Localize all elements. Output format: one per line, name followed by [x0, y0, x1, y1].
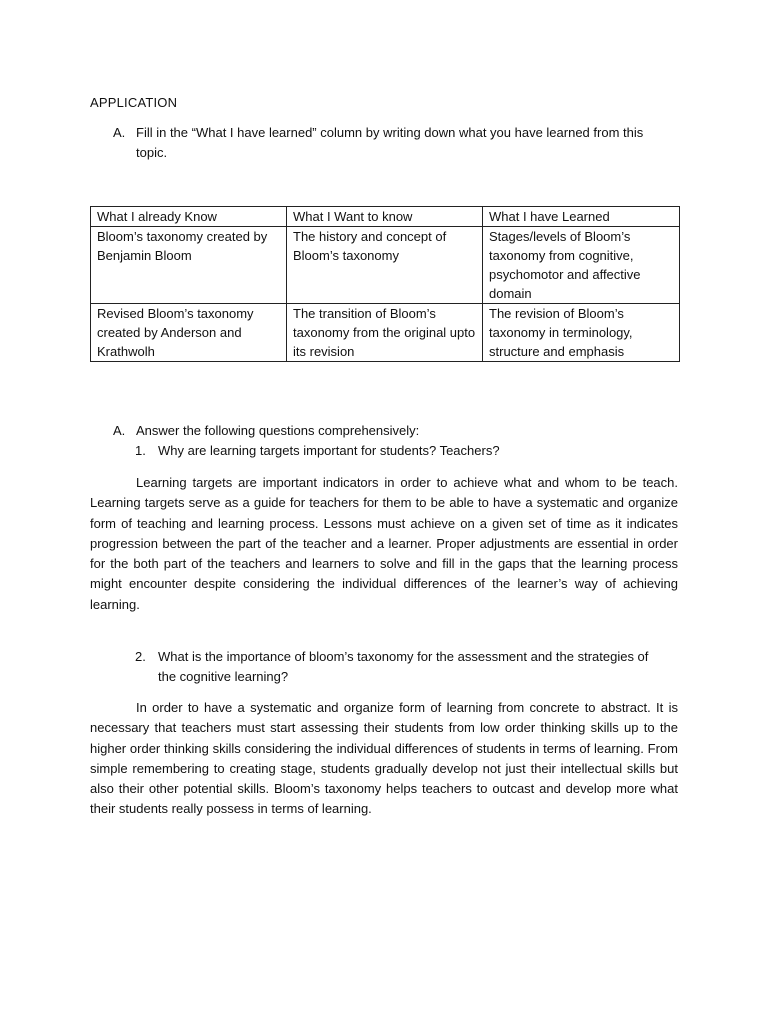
table-cell: Revised Bloom’s taxonomy created by Anderson and Krathwolh [91, 304, 287, 362]
table-cell: The history and concept of Bloom’s taxonomy [287, 227, 483, 304]
table-row [91, 227, 680, 304]
question-number: 1. [135, 443, 146, 458]
instruction-text: Fill in the “What I have learned” column by writing down what you have learned from this topic. [136, 125, 644, 160]
question-1 [135, 441, 670, 461]
question-text: Why are learning targets important for students? Teachers? [158, 443, 500, 458]
header-know: What I already Know [91, 207, 287, 227]
answer-2-paragraph: In order to have a systematic and organize form of learning from concrete to abstract. It is necessary that teachers must start assessing their students from low order thinking skills up to the higher order thinking skills considering the individual differences of students in terms of learning. From simple remembering to creating stage, students gradually develop not just their intellectual skills but also their other potential skills. Bloom’s taxonomy helps teachers to outcast and develop more what their students really possess in terms of learning. [90, 700, 678, 817]
table-cell: Bloom’s taxonomy created by Benjamin Bloom [91, 227, 287, 304]
question-text: What is the importance of bloom’s taxonomy for the assessment and the strategies of the cognitive learning? [158, 649, 649, 684]
header-learned: What I have Learned [483, 207, 680, 227]
table-cell: The revision of Bloom’s taxonomy in terminology, structure and emphasis [483, 304, 680, 362]
instruction-text: Answer the following questions comprehensively: [136, 423, 420, 438]
table-header-row [91, 207, 680, 227]
header-want: What I Want to know [287, 207, 483, 227]
question-number: 2. [135, 649, 146, 664]
answer-1-paragraph: Learning targets are important indicators in order to achieve what and whom to be teach. Learning targets serve as a guide for teachers for them to be able to have a systematic and organize form of teaching and learning process. Lessons must achieve on a given set of time as it indicates progression between the part of the teacher and a learner. Proper adjustments are essential in order for the both part of the teachers and learners to solve and fill in the gaps that the learning process might encounter despite considering the individual differences of the learner’s way of achieving learning. [90, 475, 678, 612]
instruction-letter: A. [113, 125, 126, 140]
question-2 [135, 647, 670, 687]
instruction-letter: A. [113, 423, 126, 438]
table-row [91, 304, 680, 362]
kwl-table [90, 206, 680, 362]
instruction-a-answer [113, 421, 673, 441]
table-cell: The transition of Bloom’s taxonomy from the original upto its revision [287, 304, 483, 362]
instruction-a-fill-in [113, 123, 673, 163]
section-heading: APPLICATION [90, 95, 178, 110]
table-cell: Stages/levels of Bloom’s taxonomy from cognitive, psychomotor and affective domain [483, 227, 680, 304]
